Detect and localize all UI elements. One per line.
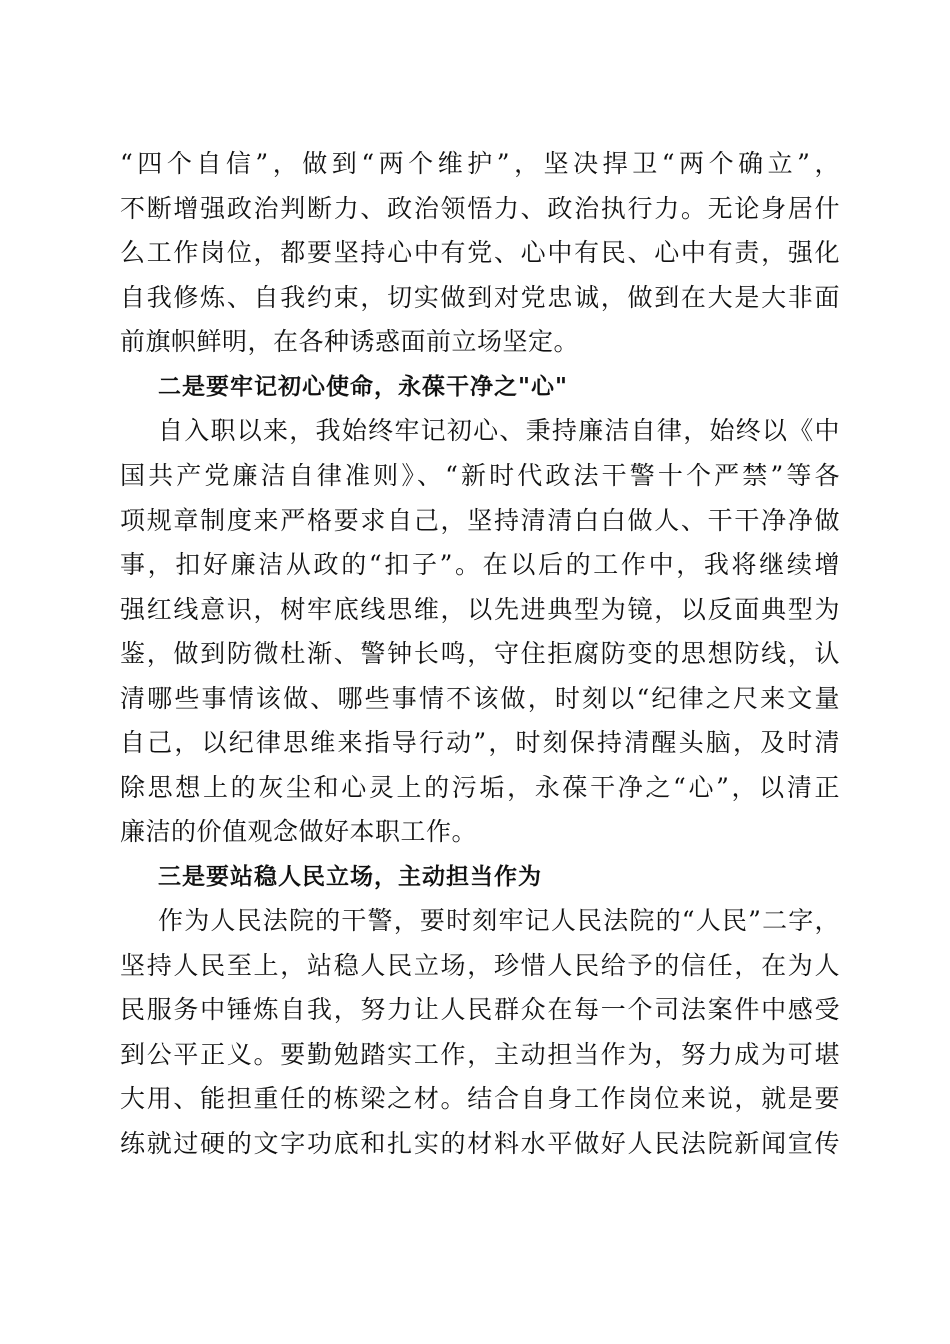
text-line: 廉洁的价值观念做好本职工作。 [120, 817, 478, 846]
text-line: 作为人民法院的干警，要时刻牢记人民法院的“人民”二字， [158, 906, 840, 935]
text-line: 不断增强政治判断力、政治领悟力、政治执行力。无论身居什 [120, 194, 840, 223]
text-line: 到公平正义。要勤勉踏实工作，主动担当作为，努力成为可堪 [120, 1040, 840, 1069]
text-line: 项规章制度来严格要求自己，坚持清清白白做人、干干净净做 [120, 506, 840, 535]
text-line: 除思想上的灰尘和心灵上的污垢，永葆干净之“心”，以清正 [120, 773, 840, 802]
text-line: 自己，以纪律思维来指导行动”，时刻保持清醒头脑，及时清 [120, 728, 840, 757]
text-line: 国共产党廉洁自律准则》、“新时代政法干警十个严禁”等各 [120, 461, 840, 490]
text-line: 事，扣好廉洁从政的“扣子”。在以后的工作中，我将继续增 [120, 550, 840, 579]
section-heading: 三是要站稳人民立场，主动担当作为 [158, 864, 542, 890]
text-line: 民服务中锤炼自我，努力让人民群众在每一个司法案件中感受 [120, 995, 840, 1024]
text-line: 强红线意识，树牢底线思维，以先进典型为镜，以反面典型为 [120, 595, 840, 624]
text-line: 自我修炼、自我约束，切实做到对党忠诚，做到在大是大非面 [120, 283, 840, 312]
text-line: “四个自信”，做到“两个维护”，坚决捍卫“两个确立”， [120, 149, 840, 178]
text-line: 练就过硬的文字功底和扎实的材料水平做好人民法院新闻宣传 [120, 1129, 840, 1158]
text-line: 鉴，做到防微杜渐、警钟长鸣，守住拒腐防变的思想防线，认 [120, 639, 840, 668]
section-heading: 二是要牢记初心使命，永葆干净之"心" [158, 374, 568, 400]
text-line: 自入职以来，我始终牢记初心、秉持廉洁自律，始终以《中 [158, 416, 840, 445]
text-line: 前旗帜鲜明，在各种诱惑面前立场坚定。 [120, 327, 580, 356]
text-line: 清哪些事情该做、哪些事情不该做，时刻以“纪律之尺来文量 [120, 684, 840, 713]
text-line: 么工作岗位，都要坚持心中有党、心中有民、心中有责，强化 [120, 238, 840, 267]
text-line: 坚持人民至上，站稳人民立场，珍惜人民给予的信任，在为人 [120, 951, 840, 980]
text-line: 大用、能担重任的栋梁之材。结合自身工作岗位来说，就是要 [120, 1084, 840, 1113]
